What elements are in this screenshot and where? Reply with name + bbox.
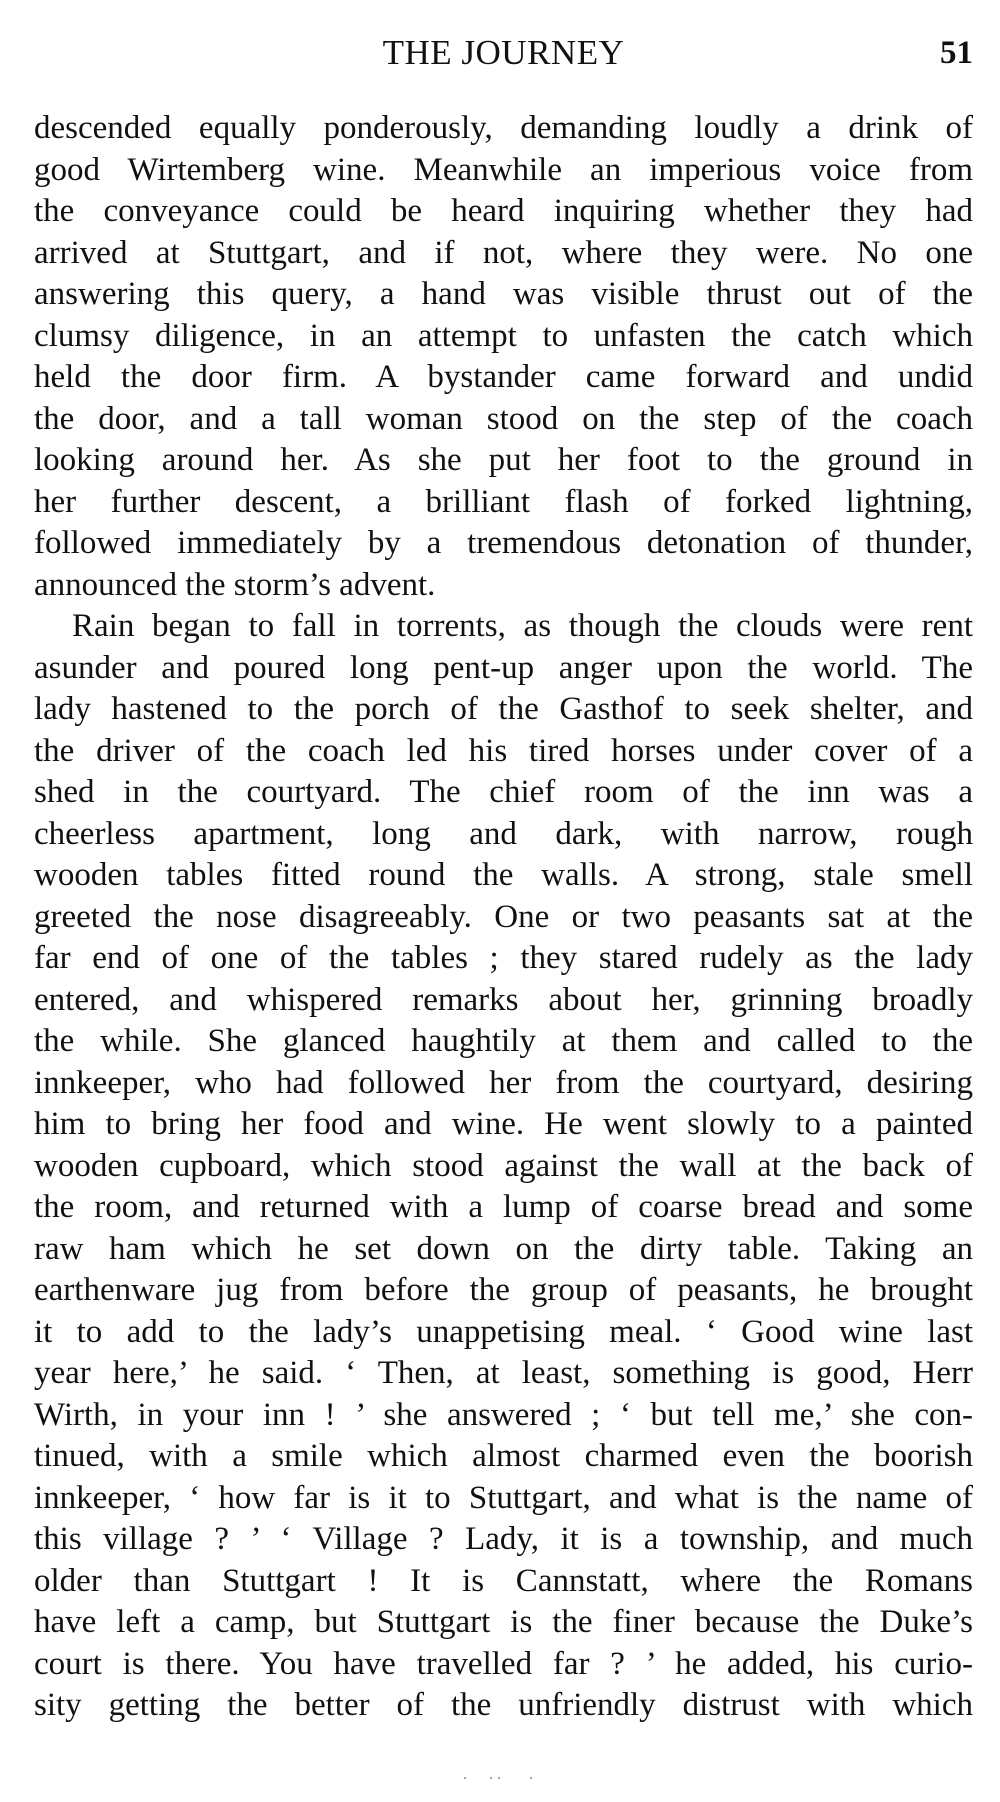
text-line: have left a camp, but Stuttgart is the finer because the Duke’s — [34, 1604, 973, 1640]
text-line: arrived at Stuttgart, and if not, where they were. No one — [34, 234, 973, 271]
text-line: court is there. You have travelled far ? ’ he added, his curio- — [34, 1645, 973, 1682]
text-line: tinued, with a smile which almost charmed even the boorish — [34, 1438, 973, 1474]
running-header — [34, 30, 973, 76]
speck — [464, 1777, 466, 1779]
speck — [490, 1777, 492, 1779]
text-line: entered, and whispered remarks about her, grinning broadly — [34, 981, 973, 1018]
text-line: him to bring her food and wine. He went slowly to a painted — [34, 1106, 973, 1142]
text-line: sity getting the better of the unfriendly distrust with which — [34, 1687, 973, 1723]
text-line: asunder and poured long pent-up anger upon the world. The — [34, 649, 973, 686]
text-line: the conveyance could be heard inquiring whether they had — [34, 193, 973, 229]
text-line: innkeeper, who had followed her from the courtyard, desiring — [34, 1064, 973, 1101]
text-line: raw ham which he set down on the dirty table. Taking an — [34, 1230, 973, 1267]
text-line: followed immediately by a tremendous detonation of thunder, — [34, 525, 973, 561]
text-line: the door, and a tall woman stood on the step of the coach — [34, 400, 973, 437]
speck — [530, 1777, 532, 1779]
text-line: her further descent, a brilliant flash of forked lightning, — [34, 483, 973, 520]
text-line: this village ? ’ ‘ Village ? Lady, it is a township, and much — [34, 1521, 973, 1557]
text-line: the while. She glanced haughtily at them and called to the — [34, 1023, 973, 1059]
text-line: shed in the courtyard. The chief room of the inn was a — [34, 774, 973, 810]
text-line: looking around her. As she put her foot to the ground in — [34, 442, 973, 478]
chapter-running-title: THE JOURNEY — [382, 33, 625, 72]
speck — [498, 1777, 500, 1779]
text-line: held the door firm. A bystander came forward and undid — [34, 359, 973, 395]
page-number: 51 — [940, 35, 973, 71]
text-line: cheerless apartment, long and dark, with narrow, rough — [34, 815, 973, 852]
print-specks — [460, 1775, 540, 1781]
text-line: the driver of the coach led his tired horses under cover of a — [34, 732, 973, 769]
text-line: lady hastened to the porch of the Gasthof to seek shelter, and — [34, 691, 973, 727]
text-line: the room, and returned with a lump of coarse bread and some — [34, 1189, 973, 1225]
text-line: Wirth, in your inn ! ’ she answered ; ‘ but tell me,’ she con- — [34, 1396, 973, 1433]
text-line: year here,’ he said. ‘ Then, at least, something is good, Herr — [34, 1355, 973, 1391]
text-line: older than Stuttgart ! It is Cannstatt, where the Romans — [34, 1562, 973, 1599]
text-line: far end of one of the tables ; they stared rudely as the lady — [34, 940, 973, 976]
text-line: clumsy diligence, in an attempt to unfasten the catch which — [34, 317, 973, 354]
text-line: earthenware jug from before the group of peasants, he brought — [34, 1272, 973, 1308]
text-line: answering this query, a hand was visible thrust out of the — [34, 276, 973, 312]
text-line: wooden tables fitted round the walls. A strong, stale smell — [34, 857, 973, 893]
text-line: innkeeper, ‘ how far is it to Stuttgart, and what is the name of — [34, 1479, 973, 1516]
text-line: Rain began to fall in torrents, as though the clouds were rent — [72, 608, 973, 644]
body-text — [34, 108, 973, 1727]
text-line: announced the storm’s advent. — [34, 566, 436, 603]
text-line: greeted the nose disagreeably. One or two peasants sat at the — [34, 898, 973, 935]
text-line: good Wirtemberg wine. Meanwhile an imperious voice from — [34, 151, 973, 188]
text-line: it to add to the lady’s unappetising meal. ‘ Good wine last — [34, 1313, 973, 1350]
text-line: descended equally ponderously, demanding loudly a drink of — [34, 110, 973, 146]
text-line: wooden cupboard, which stood against the wall at the back of — [34, 1147, 973, 1184]
